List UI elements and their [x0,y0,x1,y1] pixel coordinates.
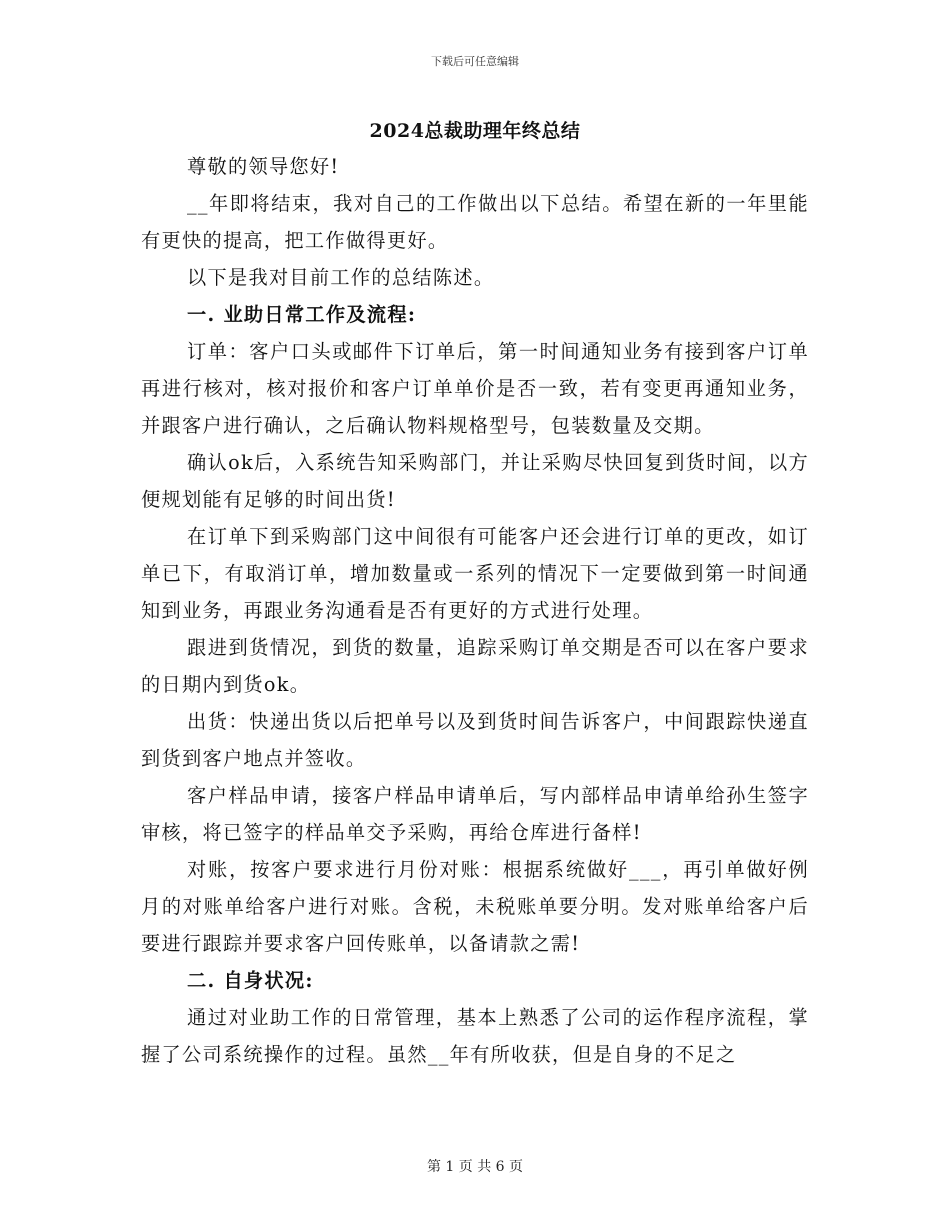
paragraph: 订单：客户口头或邮件下订单后，第一时间通知业务有接到客户订单再进行核对，核对报价和客户订单单价是否一致，若有变更再通知业务，并跟客户进行确认，之后确认物料规格型号，包装数量及交期。 [141,340,809,437]
section-heading: 一. 业助日常工作及流程: [187,303,417,326]
page-footer: 第 1 页 共 6 页 [426,1159,524,1175]
paragraph: 跟进到货情况，到货的数量，追踪采购订单交期是否可以在客户要求的日期内到货ok。 [141,636,809,696]
header-note: 下载后可任意编辑 [431,55,519,68]
greeting-paragraph: 尊敬的领导您好! [187,155,340,178]
paragraph: 对账，按客户要求进行月份对账：根据系统做好___，再引单做好例月的对账单给客户进行对账。含税，未税账单要分明。发对账单给客户后要进行跟踪并要求客户回传账单，以备请款之需! [141,858,809,955]
paragraph: 通过对业助工作的日常管理，基本上熟悉了公司的运作程序流程，掌握了公司系统操作的过程。虽然__年有所收获，但是自身的不足之 [141,1006,809,1066]
paragraph: 在订单下到采购部门这中间很有可能客户还会进行订单的更改，如订单已下，有取消订单，增加数量或一系列的情况下一定要做到第一时间通知到业务，再跟业务沟通看是否有更好的方式进行处理。 [141,525,809,622]
paragraph: 出货：快递出货以后把单号以及到货时间告诉客户，中间跟踪快递直到货到客户地点并签收。 [141,710,809,770]
paragraph: 以下是我对目前工作的总结陈述。 [187,266,495,289]
document-title: 2024总裁助理年终总结 [369,120,581,142]
paragraph: 客户样品申请，接客户样品申请单后，写内部样品申请单给孙生签字审核，将已签字的样品单交予采购，再给仓库进行备样! [141,784,809,844]
section-heading: 二. 自身状况: [187,969,314,992]
paragraph: __年即将结束，我对自己的工作做出以下总结。希望在新的一年里能有更快的提高，把工作做得更好。 [141,192,809,252]
document-body [141,148,809,1073]
paragraph: 确认ok后，入系统告知采购部门，并让采购尽快回复到货时间，以方便规划能有足够的时间出货! [141,451,809,511]
